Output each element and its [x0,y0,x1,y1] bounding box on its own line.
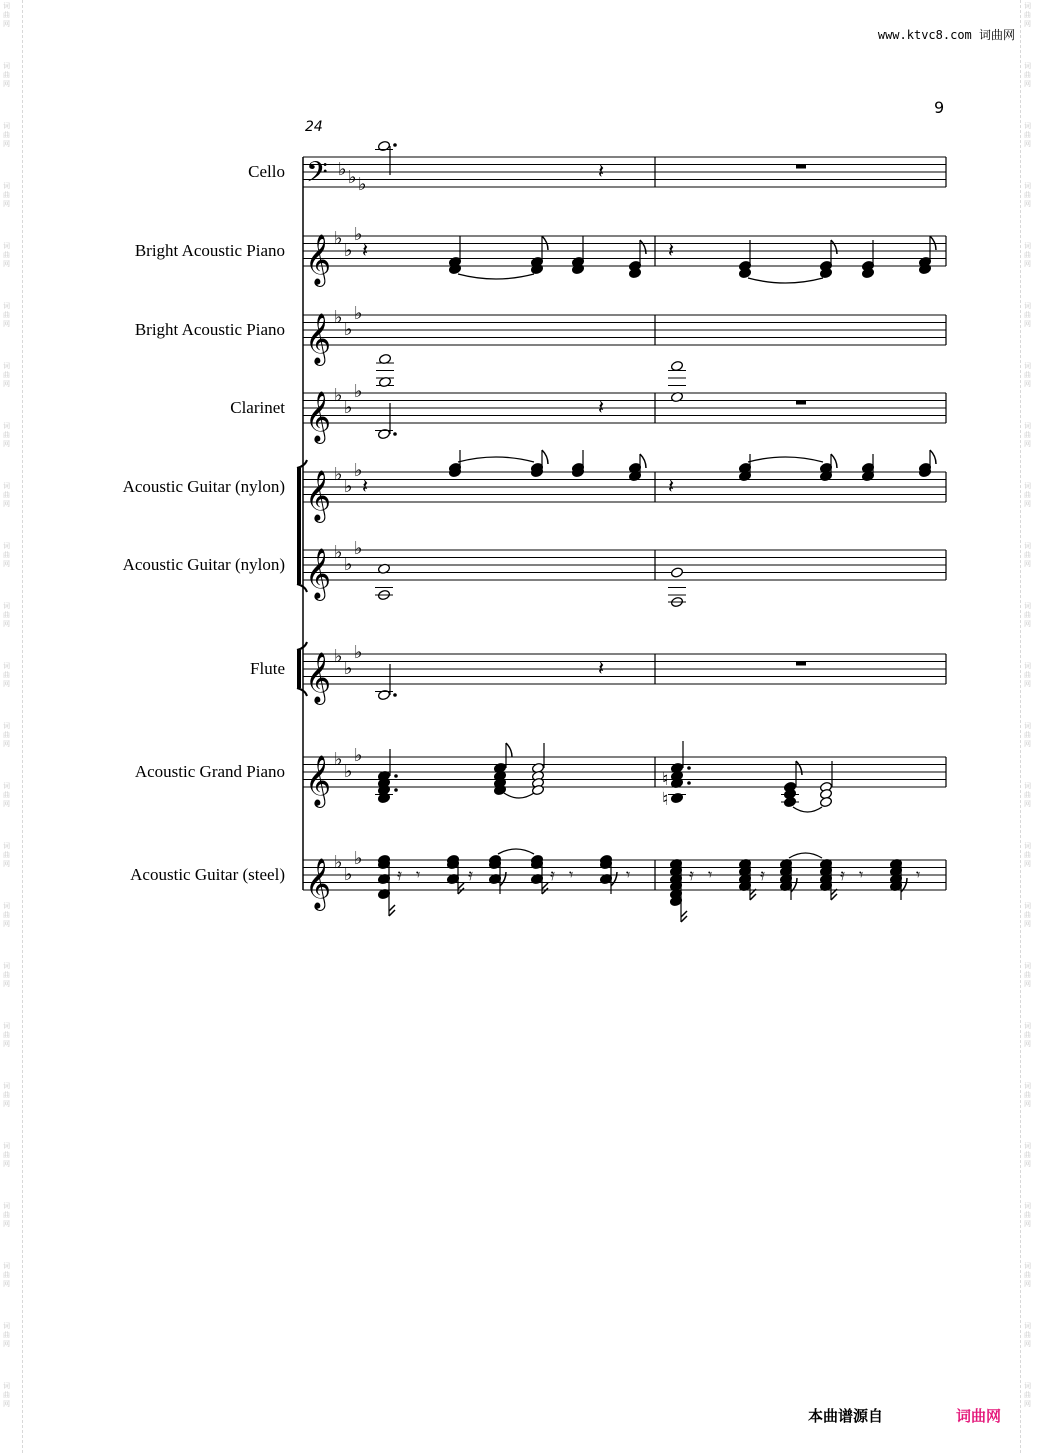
augmentation-dot [394,788,398,792]
flat-icon: ♭ [354,642,363,663]
quarter-rest-icon: 𝄽 [598,656,605,680]
bracket-flute-hook-top [297,642,307,650]
side-watermark-text: 词 曲 网 [3,1322,10,1348]
bracket-guitars-hook-top [297,460,307,468]
whole-rest [796,401,806,405]
whole-rest [796,165,806,169]
sixteenth-rest-icon: 𝄿 [840,865,845,884]
flat-icon: ♭ [354,848,363,869]
side-watermark-text: 词 曲 网 [3,242,10,268]
whole-rest [796,662,806,666]
tie [504,793,534,798]
tie [748,278,823,283]
instrument-label-clarinet: Clarinet [230,398,285,417]
side-watermark-text: 词 曲 网 [1024,1142,1031,1168]
side-watermark-text: 词 曲 网 [1024,782,1031,808]
side-watermark-text: 词 曲 网 [3,722,10,748]
eighth-rest-icon: 𝄾 [416,865,421,884]
quarter-rest-icon: 𝄽 [598,159,605,183]
side-watermark-text: 词 曲 网 [1024,542,1031,568]
instrument-label-steel-guitar: Acoustic Guitar (steel) [130,865,285,884]
side-watermark-text: 词 曲 网 [1024,1322,1031,1348]
side-watermark-text: 词 曲 网 [1024,62,1031,88]
notehead [670,360,683,371]
flat-icon: ♭ [334,749,343,770]
flat-icon: ♭ [354,745,363,766]
note-flag [542,450,548,464]
side-watermark-text: 词 曲 网 [3,1022,10,1048]
side-watermark-text: 词 曲 网 [3,122,10,148]
treble-clef-icon: 𝄞 [305,391,332,442]
note-flag [831,454,837,468]
side-watermark-text: 词 曲 网 [1024,1262,1031,1288]
side-watermark-text: 词 曲 网 [3,362,10,388]
augmentation-dot [687,766,691,770]
augmentation-dot [394,774,398,778]
instrument-label-bright-piano-1: Bright Acoustic Piano [134,241,285,260]
side-watermark-text: 词 曲 网 [1024,302,1031,328]
side-watermark-text: 词 曲 网 [3,1262,10,1288]
side-watermark-text: 词 曲 网 [3,1142,10,1168]
footer-source-label: 本曲谱源自 [808,1407,884,1425]
treble-clef-icon: 𝄞 [305,548,332,599]
side-watermark-text: 词 曲 网 [1024,182,1031,208]
side-watermark-text: 词 曲 网 [3,2,10,28]
augmentation-dot [393,143,397,147]
note-flag [640,454,646,468]
side-watermark-text: 词 曲 网 [1024,1202,1031,1228]
flat-icon: ♭ [348,167,357,188]
quarter-rest-icon: 𝄽 [668,474,675,498]
side-watermark-text: 词 曲 网 [3,842,10,868]
side-watermark-text: 词 曲 网 [3,782,10,808]
natural-icon: ♮ [662,769,669,790]
flat-icon: ♭ [358,174,367,195]
flat-icon: ♭ [344,319,353,340]
note-flag [796,761,802,775]
instrument-label-nylon-guitar-2: Acoustic Guitar (nylon) [122,555,285,574]
flat-icon: ♭ [354,303,363,324]
side-watermark-text: 词 曲 网 [1024,1082,1031,1108]
eighth-rest-icon: 𝄾 [708,865,713,884]
side-watermark-text: 词 曲 网 [3,602,10,628]
treble-clef-icon: 𝄞 [305,313,332,364]
natural-icon: ♮ [662,789,669,810]
flat-icon: ♭ [344,658,353,679]
side-watermark-text: 词 曲 网 [3,1382,10,1408]
augmentation-dot [393,693,397,697]
side-watermark-text: 词 曲 网 [1024,722,1031,748]
side-watermark-text: 词 曲 网 [1024,242,1031,268]
eighth-rest-icon: 𝄾 [626,865,631,884]
flat-icon: ♭ [334,542,343,563]
augmentation-dot [393,432,397,436]
bass-clef-icon: 𝄢 [306,156,328,196]
tie [748,457,823,462]
flat-icon: ♭ [334,385,343,406]
side-watermark-text: 词 曲 网 [1024,842,1031,868]
side-watermark-text: 词 曲 网 [3,182,10,208]
treble-clef-icon: 𝄞 [305,755,332,806]
treble-clef-icon: 𝄞 [305,652,332,703]
sixteenth-rest-icon: 𝄿 [760,865,765,884]
quarter-rest-icon: 𝄽 [668,238,675,262]
page-number: 9 [934,98,945,117]
flat-icon: ♭ [354,460,363,481]
note-flag [831,240,837,254]
flat-icon: ♭ [334,228,343,249]
flat-icon: ♭ [344,476,353,497]
flat-icon: ♭ [344,397,353,418]
treble-clef-icon: 𝄞 [305,234,332,285]
tie [458,274,534,279]
side-watermark-text: 词 曲 网 [3,422,10,448]
side-watermark-text: 词 曲 网 [3,1202,10,1228]
side-watermark-text: 词 曲 网 [1024,362,1031,388]
side-watermark-text: 词 曲 网 [1024,602,1031,628]
instrument-label-grand-piano: Acoustic Grand Piano [134,762,285,781]
notehead [819,796,832,807]
side-watermark-text: 词 曲 网 [3,1082,10,1108]
flat-icon: ♭ [354,381,363,402]
side-watermark-text: 词 曲 网 [3,302,10,328]
side-watermark-text: 词 曲 网 [3,482,10,508]
side-watermark-text: 词 曲 网 [1024,1382,1031,1408]
eighth-rest-icon: 𝄾 [916,865,921,884]
tie [498,849,534,854]
side-watermark-text: 词 曲 网 [1024,662,1031,688]
side-watermark-text: 词 曲 网 [3,542,10,568]
treble-clef-icon: 𝄞 [305,858,332,909]
flat-icon: ♭ [334,464,343,485]
footer-brand[interactable]: 词曲网 [956,1407,1002,1425]
eighth-rest-icon: 𝄾 [859,865,864,884]
sixteenth-rest-icon: 𝄿 [468,865,473,884]
eighth-rest-icon: 𝄾 [569,865,574,884]
side-watermark-text: 词 曲 网 [1024,2,1031,28]
notehead [670,567,683,578]
sixteenth-rest-icon: 𝄿 [550,865,555,884]
side-watermark-text: 词 曲 网 [3,902,10,928]
flat-icon: ♭ [334,852,343,873]
side-watermark-text: 词 曲 网 [1024,122,1031,148]
side-watermark-text: 词 曲 网 [1024,902,1031,928]
note-flag [930,450,936,464]
instrument-label-bright-piano-2: Bright Acoustic Piano [134,320,285,339]
tie [458,457,534,462]
flat-icon: ♭ [334,646,343,667]
flat-icon: ♭ [354,538,363,559]
flat-icon: ♭ [354,224,363,245]
side-watermark-text: 词 曲 网 [1024,962,1031,988]
flat-icon: ♭ [338,159,347,180]
side-watermark-text: 词 曲 网 [1024,1022,1031,1048]
flat-icon: ♭ [344,240,353,261]
instrument-label-nylon-guitar-1: Acoustic Guitar (nylon) [122,477,285,496]
sixteenth-rest-icon: 𝄿 [397,865,402,884]
instrument-label-flute: Flute [250,659,285,678]
side-watermark-text: 词 曲 网 [1024,422,1031,448]
tie [789,853,822,858]
treble-clef-icon: 𝄞 [305,470,332,521]
note-flag [640,240,646,254]
side-watermark-text: 词 曲 网 [3,62,10,88]
note-flag [506,743,512,757]
quarter-rest-icon: 𝄽 [598,395,605,419]
site-url[interactable]: www.ktvc8.com 词曲网 [877,28,1015,42]
instrument-label-cello: Cello [248,162,285,181]
quarter-rest-icon: 𝄽 [362,238,369,262]
tie [793,807,822,812]
quarter-rest-icon: 𝄽 [362,474,369,498]
side-watermark-text: 词 曲 网 [3,962,10,988]
flat-icon: ♭ [344,761,353,782]
side-watermark-text: 词 曲 网 [3,662,10,688]
flat-icon: ♭ [344,554,353,575]
measure-number: 24 [305,119,323,135]
side-watermark-text: 词 曲 网 [1024,482,1031,508]
flat-icon: ♭ [334,307,343,328]
flat-icon: ♭ [344,864,353,885]
augmentation-dot [687,781,691,785]
sixteenth-rest-icon: 𝄿 [689,865,694,884]
